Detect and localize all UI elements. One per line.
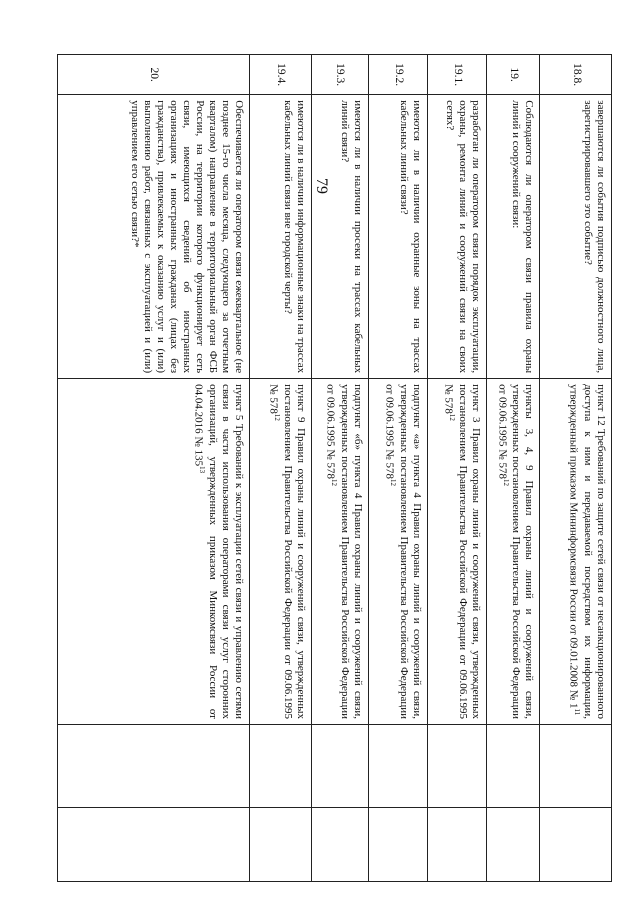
checklist-table	[57, 54, 612, 882]
empty-cell	[540, 807, 612, 881]
question-cell-text: Соблюдаются ли оператором связи правила охраны линий и сооружений связи:	[510, 100, 536, 374]
empty-cell	[368, 725, 427, 808]
empty-cell	[58, 725, 250, 808]
row-number-text: 18.8.	[570, 63, 583, 87]
question-cell	[368, 95, 427, 379]
table-row	[58, 55, 250, 882]
footnote-marker: 12	[272, 413, 281, 421]
question-cell	[250, 95, 311, 379]
footnote-marker: 12	[501, 479, 510, 487]
reference-cell-text: подпункт «б» пункта 4 Правил охраны линий и сооружений связи, утвержденных постановлением Правительства Российской Федерации от 09.06.1995 № 578	[324, 384, 364, 719]
reference-cell-text: пункт 9 Правил охраны линий и сооружений связи, утвержденных постановлением Правительства Российской Федерации от 09.06.1995 № 578	[266, 384, 307, 719]
footnote-marker: 12	[329, 479, 338, 487]
row-number	[368, 55, 427, 95]
empty-cell	[250, 807, 311, 881]
table-row	[540, 55, 612, 882]
question-cell-text: имеются ли в наличии информационные знаки на трассах кабельных линий связи вне городской черты?	[281, 100, 307, 374]
table-row	[250, 55, 311, 882]
empty-cell	[58, 807, 250, 881]
reference-cell	[540, 379, 612, 725]
question-cell	[58, 95, 250, 379]
question-cell-text: завершаются ли события подписью должностного лица, зарегистрировавшего это событие?	[582, 100, 607, 374]
question-cell-text: Обеспечивается ли оператором связи ежеквартальное (не позднее 15-го числа месяца, следующего за отчетным кварталом) направление в территориальный орган ФСБ России, на территории которого функционирует сеть связи, имеющихся сведений об иностранных организациях и иностранных гражданах (лицах без гражданства), привлекаемых к оказанию услуг и (или) выполнению работ, связанных с эксплуатацией и (или) управлением его сетью связи?*	[129, 100, 246, 374]
table-row	[428, 55, 487, 882]
table-row	[368, 55, 427, 882]
reference-cell	[58, 379, 250, 725]
table-row	[311, 55, 368, 882]
question-cell	[428, 95, 487, 379]
reference-cell-text: пункт 12 Требований по защите сетей связи от несанкционированного доступа к ним и передаваемой посредством их информации, утвержденный приказом Мининформсвязи России от 09.01.2008 № 1	[567, 384, 607, 719]
empty-cell	[250, 725, 311, 808]
reference-cell-text: пункт 5 Требований к эксплуатации сетей связи и управлению сетями связи в части использования операторами связи услуг сторонних организаций, утвержденных приказом Минкомсвязи России от 04.04.2016 № 135	[192, 384, 246, 719]
footnote-marker: 12	[389, 479, 398, 487]
row-number-text: 19.4.	[275, 63, 288, 87]
footnote-marker: 12	[448, 413, 457, 421]
question-cell-text: имеются ли в наличии охранные зоны на трассах кабельных линий связи?	[398, 100, 424, 374]
row-number-text: 19.1.	[451, 63, 464, 87]
question-cell-text: имеются ли в наличии просеки на трассах кабельных линий связи?	[338, 100, 364, 374]
empty-cell	[487, 725, 540, 808]
question-cell	[487, 95, 540, 379]
row-number-text: 19.3.	[334, 63, 347, 87]
empty-cell	[428, 725, 487, 808]
question-cell	[311, 95, 368, 379]
row-number-text: 19.	[508, 67, 521, 82]
reference-cell	[311, 379, 368, 725]
row-number	[311, 55, 368, 95]
reference-cell	[428, 379, 487, 725]
reference-cell-text: пункты 3, 4, 9 Правил охраны линий и сооружений связи, утвержденных постановлением Правительства Российской Федерации от 09.06.1995 № 578	[495, 384, 536, 719]
footnote-marker: 11	[573, 708, 582, 716]
row-number	[487, 55, 540, 95]
question-cell-text: разработан ли оператором связи порядок эксплуатации, охраны, ремонта линий и сооружений связи на своих сетях?	[444, 100, 483, 374]
footnote-marker: 13	[198, 466, 207, 474]
empty-cell	[540, 725, 612, 808]
empty-cell	[368, 807, 427, 881]
reference-cell	[368, 379, 427, 725]
empty-cell	[311, 807, 368, 881]
empty-cell	[428, 807, 487, 881]
row-number	[428, 55, 487, 95]
empty-cell	[487, 807, 540, 881]
empty-cell	[311, 725, 368, 808]
reference-cell	[487, 379, 540, 725]
row-number	[58, 55, 250, 95]
page-number: 79	[313, 178, 330, 194]
table-row	[487, 55, 540, 882]
reference-cell-text: пункт 3 Правил охраны линий и сооружений связи, утвержденных постановлением Правительства Российской Федерации от 09.06.1995 № 578	[442, 384, 483, 719]
reference-cell	[250, 379, 311, 725]
row-number	[540, 55, 612, 95]
question-cell	[540, 95, 612, 379]
reference-cell-text: подпункт «а» пункта 4 Правил охраны линий и сооружений связи, утвержденных постановлением Правительства Российской Федерации от 09.06.1995 № 578	[383, 384, 424, 719]
row-number-text: 19.2.	[392, 63, 405, 87]
row-number-text: 20.	[148, 67, 161, 82]
row-number	[250, 55, 311, 95]
checklist-table-container	[57, 54, 612, 882]
